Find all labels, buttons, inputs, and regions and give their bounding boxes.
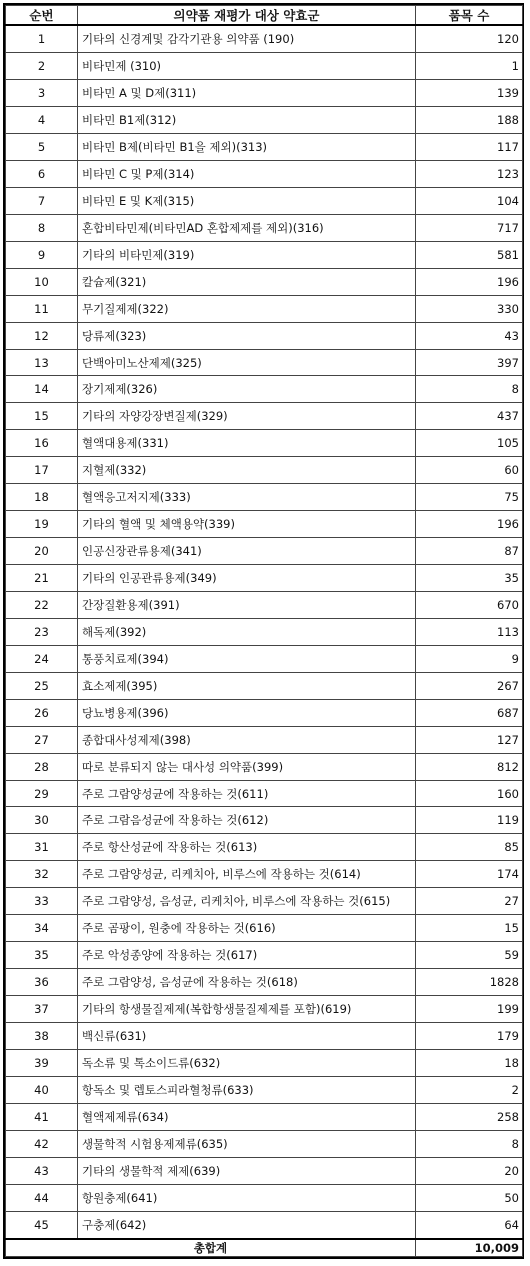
- item-count: 139: [416, 80, 523, 107]
- row-number: 3: [6, 80, 78, 107]
- row-number: 37: [6, 996, 78, 1023]
- table-row: [6, 699, 523, 726]
- item-count: 104: [416, 187, 523, 214]
- drug-group-name: 구충제(642): [78, 1211, 416, 1239]
- row-number: 19: [6, 511, 78, 538]
- row-number: 21: [6, 565, 78, 592]
- table-row: [6, 1103, 523, 1130]
- row-number: 11: [6, 295, 78, 322]
- table-row: [6, 80, 523, 107]
- row-number: 5: [6, 134, 78, 161]
- row-number: 6: [6, 160, 78, 187]
- item-count: 199: [416, 996, 523, 1023]
- item-count: 64: [416, 1211, 523, 1239]
- row-number: 33: [6, 888, 78, 915]
- drug-group-name: 효소제제(395): [78, 672, 416, 699]
- item-count: 59: [416, 942, 523, 969]
- row-number: 24: [6, 645, 78, 672]
- drug-group-name: 혈액응고저지제(333): [78, 484, 416, 511]
- item-count: 75: [416, 484, 523, 511]
- total-label: 총합계: [6, 1239, 416, 1257]
- table-row: [6, 996, 523, 1023]
- drug-group-name: 주로 그람양성균, 리케치아, 비루스에 작용하는 것(614): [78, 861, 416, 888]
- drug-group-name: 주로 그람양성, 음성균, 리케치아, 비루스에 작용하는 것(615): [78, 888, 416, 915]
- table-row: [6, 53, 523, 80]
- drug-group-name: 기타의 비타민제(319): [78, 241, 416, 268]
- table-row: [6, 511, 523, 538]
- item-count: 123: [416, 160, 523, 187]
- table-row: [6, 591, 523, 618]
- drug-group-name: 주로 그람양성, 음성균에 작용하는 것(618): [78, 969, 416, 996]
- drug-group-name: 비타민제 (310): [78, 53, 416, 80]
- item-count: 18: [416, 1049, 523, 1076]
- table-row: [6, 807, 523, 834]
- item-count: 1: [416, 53, 523, 80]
- table-row: [6, 915, 523, 942]
- drug-group-name: 기타의 인공관류용제(349): [78, 565, 416, 592]
- drug-group-name: 혈액제제류(634): [78, 1103, 416, 1130]
- item-count: 105: [416, 430, 523, 457]
- table-row: [6, 187, 523, 214]
- table-row: [6, 1022, 523, 1049]
- table-row: [6, 457, 523, 484]
- row-number: 43: [6, 1157, 78, 1184]
- item-count: 196: [416, 268, 523, 295]
- item-count: 174: [416, 861, 523, 888]
- item-count: 179: [416, 1022, 523, 1049]
- item-count: 85: [416, 834, 523, 861]
- drug-group-name: 주로 악성종양에 작용하는 것(617): [78, 942, 416, 969]
- row-number: 44: [6, 1184, 78, 1211]
- row-number: 34: [6, 915, 78, 942]
- drug-group-name: 기타의 생물학적 제제(639): [78, 1157, 416, 1184]
- table-row: [6, 1157, 523, 1184]
- drug-group-name: 주로 그람음성균에 작용하는 것(612): [78, 807, 416, 834]
- row-number: 17: [6, 457, 78, 484]
- row-number: 42: [6, 1130, 78, 1157]
- item-count: 196: [416, 511, 523, 538]
- item-count: 35: [416, 565, 523, 592]
- row-number: 41: [6, 1103, 78, 1130]
- row-number: 38: [6, 1022, 78, 1049]
- drug-group-name: 칼슘제(321): [78, 268, 416, 295]
- row-number: 39: [6, 1049, 78, 1076]
- drug-group-name: 장기제제(326): [78, 376, 416, 403]
- item-count: 87: [416, 538, 523, 565]
- table-row: [6, 834, 523, 861]
- row-number: 9: [6, 241, 78, 268]
- table-row: [6, 1076, 523, 1103]
- row-number: 16: [6, 430, 78, 457]
- drug-group-name: 항독소 및 렙토스피라혈청류(633): [78, 1076, 416, 1103]
- row-number: 28: [6, 753, 78, 780]
- row-number: 23: [6, 618, 78, 645]
- drug-reevaluation-table: [5, 5, 523, 1257]
- item-count: 717: [416, 214, 523, 241]
- table-row: [6, 134, 523, 161]
- table-row: [6, 214, 523, 241]
- table-row: [6, 1184, 523, 1211]
- table-row: [6, 618, 523, 645]
- table-row: [6, 538, 523, 565]
- drug-group-name: 종합대사성제제(398): [78, 726, 416, 753]
- row-number: 8: [6, 214, 78, 241]
- drug-group-name: 비타민 C 및 P제(314): [78, 160, 416, 187]
- drug-group-name: 비타민 E 및 K제(315): [78, 187, 416, 214]
- drug-group-name: 당류제(323): [78, 322, 416, 349]
- row-number: 31: [6, 834, 78, 861]
- drug-group-name: 비타민 A 및 D제(311): [78, 80, 416, 107]
- row-number: 7: [6, 187, 78, 214]
- item-count: 397: [416, 349, 523, 376]
- item-count: 113: [416, 618, 523, 645]
- table-row: [6, 969, 523, 996]
- item-count: 188: [416, 107, 523, 134]
- total-value: 10,009: [416, 1239, 523, 1257]
- item-count: 258: [416, 1103, 523, 1130]
- row-number: 25: [6, 672, 78, 699]
- table-row: [6, 430, 523, 457]
- table-row: [6, 349, 523, 376]
- item-count: 8: [416, 1130, 523, 1157]
- table-row: [6, 753, 523, 780]
- row-number: 35: [6, 942, 78, 969]
- item-count: 20: [416, 1157, 523, 1184]
- table-row: [6, 1211, 523, 1239]
- item-count: 2: [416, 1076, 523, 1103]
- item-count: 15: [416, 915, 523, 942]
- item-count: 43: [416, 322, 523, 349]
- row-number: 36: [6, 969, 78, 996]
- drug-group-name: 기타의 신경계및 감각기관용 의약품 (190): [78, 25, 416, 53]
- table-row: [6, 241, 523, 268]
- drug-group-name: 간장질환용제(391): [78, 591, 416, 618]
- drug-group-name: 주로 항산성균에 작용하는 것(613): [78, 834, 416, 861]
- item-count: 120: [416, 25, 523, 53]
- drug-group-name: 기타의 혈액 및 체액용약(339): [78, 511, 416, 538]
- table-row: [6, 25, 523, 53]
- item-count: 581: [416, 241, 523, 268]
- table-row: [6, 726, 523, 753]
- row-number: 18: [6, 484, 78, 511]
- table-row: [6, 888, 523, 915]
- row-number: 10: [6, 268, 78, 295]
- table-row: [6, 322, 523, 349]
- drug-group-name: 주로 그람양성균에 작용하는 것(611): [78, 780, 416, 807]
- row-number: 45: [6, 1211, 78, 1239]
- row-number: 32: [6, 861, 78, 888]
- drug-group-name: 기타의 자양강장변질제(329): [78, 403, 416, 430]
- drug-group-name: 생물학적 시험용제제류(635): [78, 1130, 416, 1157]
- table-row: [6, 672, 523, 699]
- table-row: [6, 295, 523, 322]
- table-row: [6, 268, 523, 295]
- item-count: 60: [416, 457, 523, 484]
- drug-group-name: 주로 곰팡이, 원충에 작용하는 것(616): [78, 915, 416, 942]
- drug-group-name: 비타민 B제(비타민 B1을 제외)(313): [78, 134, 416, 161]
- header-no: 순번: [6, 6, 78, 26]
- table-row: [6, 484, 523, 511]
- row-number: 13: [6, 349, 78, 376]
- item-count: 812: [416, 753, 523, 780]
- row-number: 20: [6, 538, 78, 565]
- item-count: 119: [416, 807, 523, 834]
- drug-group-name: 단백아미노산제제(325): [78, 349, 416, 376]
- drug-group-name: 인공신장관류용제(341): [78, 538, 416, 565]
- table-row: [6, 1130, 523, 1157]
- total-row: [6, 1239, 523, 1257]
- row-number: 40: [6, 1076, 78, 1103]
- item-count: 687: [416, 699, 523, 726]
- item-count: 670: [416, 591, 523, 618]
- row-number: 14: [6, 376, 78, 403]
- drug-group-name: 항원충제(641): [78, 1184, 416, 1211]
- row-number: 30: [6, 807, 78, 834]
- item-count: 127: [416, 726, 523, 753]
- drug-group-name: 독소류 및 톡소이드류(632): [78, 1049, 416, 1076]
- item-count: 117: [416, 134, 523, 161]
- drug-group-name: 지혈제(332): [78, 457, 416, 484]
- header-drug-group: 의약품 재평가 대상 약효군: [78, 6, 416, 26]
- item-count: 27: [416, 888, 523, 915]
- drug-group-name: 비타민 B1제(312): [78, 107, 416, 134]
- row-number: 15: [6, 403, 78, 430]
- drug-reevaluation-table-frame: [3, 3, 524, 1259]
- drug-group-name: 당뇨병용제(396): [78, 699, 416, 726]
- table-row: [6, 861, 523, 888]
- row-number: 1: [6, 25, 78, 53]
- row-number: 29: [6, 780, 78, 807]
- item-count: 50: [416, 1184, 523, 1211]
- item-count: 267: [416, 672, 523, 699]
- table-row: [6, 1049, 523, 1076]
- table-row: [6, 160, 523, 187]
- row-number: 2: [6, 53, 78, 80]
- row-number: 12: [6, 322, 78, 349]
- table-row: [6, 942, 523, 969]
- item-count: 1828: [416, 969, 523, 996]
- row-number: 4: [6, 107, 78, 134]
- header-item-count: 품목 수: [416, 6, 523, 26]
- row-number: 22: [6, 591, 78, 618]
- table-row: [6, 645, 523, 672]
- row-number: 27: [6, 726, 78, 753]
- table-row: [6, 107, 523, 134]
- drug-group-name: 혈액대용제(331): [78, 430, 416, 457]
- table-header-row: [6, 6, 523, 26]
- item-count: 9: [416, 645, 523, 672]
- drug-group-name: 따로 분류되지 않는 대사성 의약품(399): [78, 753, 416, 780]
- item-count: 330: [416, 295, 523, 322]
- drug-group-name: 통풍치료제(394): [78, 645, 416, 672]
- drug-group-name: 무기질제제(322): [78, 295, 416, 322]
- item-count: 437: [416, 403, 523, 430]
- item-count: 8: [416, 376, 523, 403]
- table-row: [6, 403, 523, 430]
- table-row: [6, 780, 523, 807]
- row-number: 26: [6, 699, 78, 726]
- drug-group-name: 해독제(392): [78, 618, 416, 645]
- drug-group-name: 혼합비타민제(비타민AD 혼합제제를 제외)(316): [78, 214, 416, 241]
- item-count: 160: [416, 780, 523, 807]
- drug-group-name: 백신류(631): [78, 1022, 416, 1049]
- table-row: [6, 376, 523, 403]
- drug-group-name: 기타의 항생물질제제(복합항생물질제제를 포함)(619): [78, 996, 416, 1023]
- table-row: [6, 565, 523, 592]
